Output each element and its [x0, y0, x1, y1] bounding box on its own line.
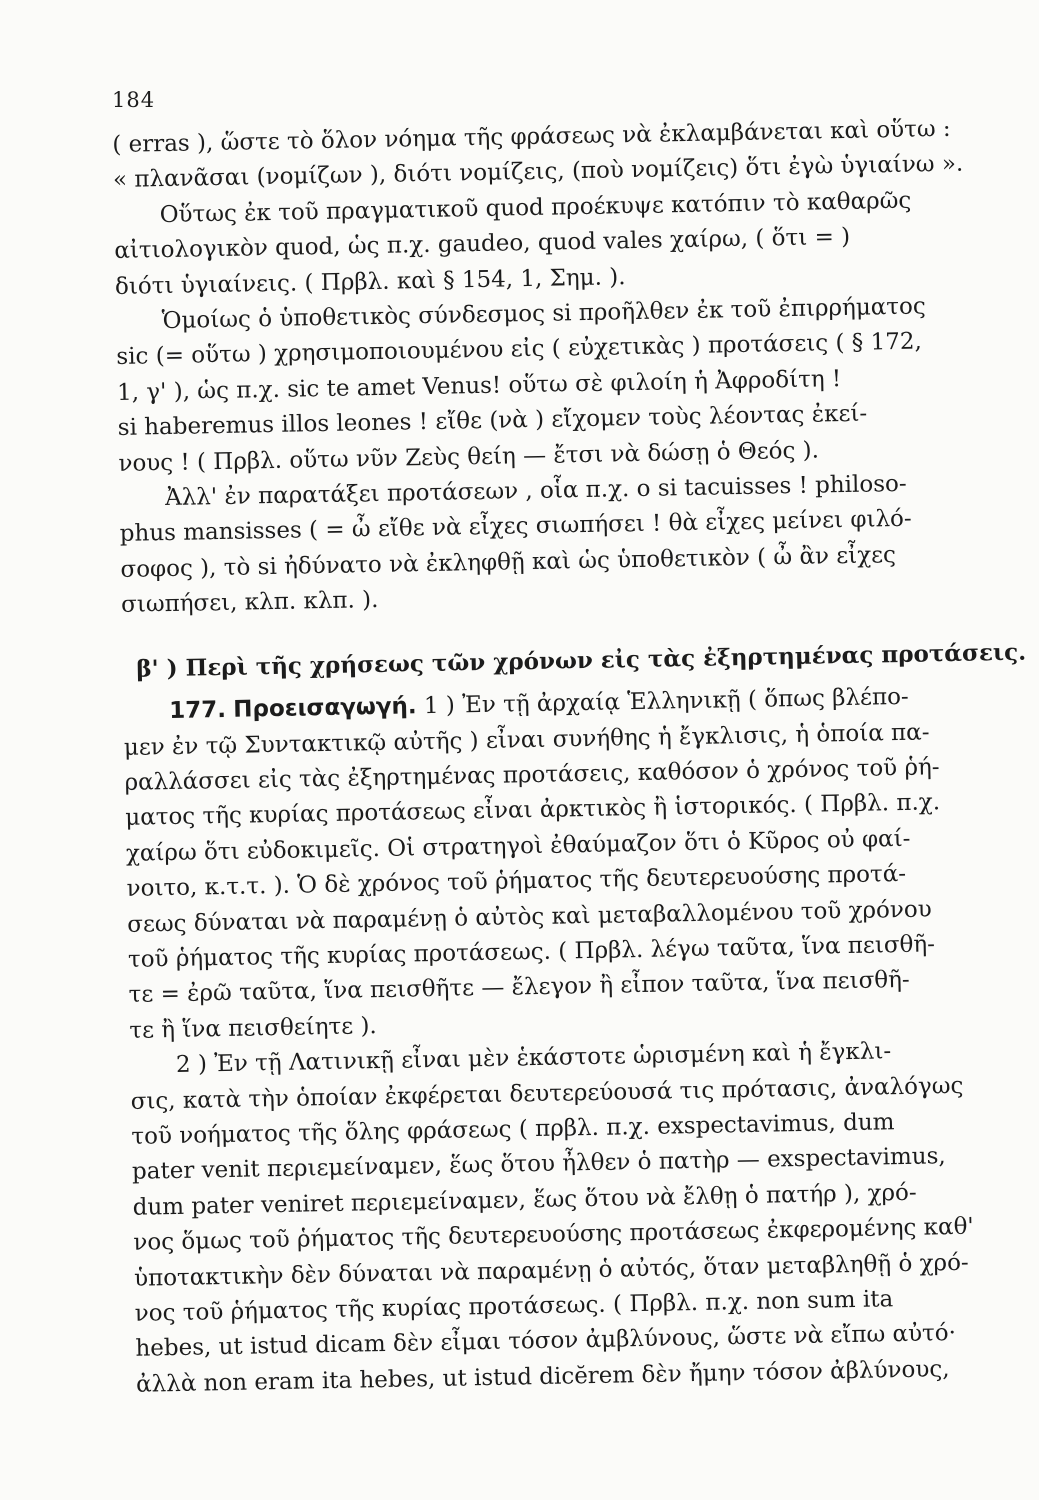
section-first-line-text: 1 ) Ἐν τῇ ἀρχαίᾳ Ἑλληνικῇ ( ὅπως βλέπο- — [423, 683, 909, 720]
text-line: νοιτο, κ.τ.τ. ). Ὁ δὲ χρόνος τοῦ ῥήματος τῆς δευτερευούσης προτά- — [126, 861, 907, 902]
text-line: τε ἢ ἵνα πεισθείητε ). — [129, 1012, 377, 1044]
subsection-heading: β' ) Περὶ τῆς χρήσεως τῶν χρόνων εἰς τὰς ἐξηρτημένας προτάσεις. — [136, 638, 1027, 683]
text-line: ἀλλὰ non eram ita hebes, ut istud dicĕrem δὲν ἤμην τόσον ἀβλύνους, — [135, 1355, 950, 1398]
text-line: τοῦ νοήματος τῆς ὅλης φράσεως ( πρβλ. π.χ. exspectavimus, dum — [131, 1109, 895, 1150]
text-line: σοφος ), τὸ si ἠδύνατο νὰ ἐκληφθῇ καὶ ὡς ὑποθετικὸν ( ὦ ἂν εἶχες — [120, 541, 897, 583]
text-line: ὑποτακτικὴν δὲν δύναται νὰ παραμένῃ ὁ αὐτός, ὅταν μεταβληθῇ ὁ χρό- — [133, 1249, 969, 1292]
text-line: dum pater veniret περιεμείναμεν, ἕως ὅτου νὰ ἔλθῃ ὁ πατήρ ), χρό- — [132, 1179, 917, 1221]
text-line: νους ! ( Πρβλ. οὕτω νῦν Ζεὺς θείη — ἔτσι νὰ δώσῃ ὁ Θεός ). — [118, 437, 820, 477]
page-number: 184 — [112, 88, 156, 112]
text-line: ματος τῆς κυρίας προτάσεως εἶναι ἀρκτικὸς ἢ ἱστορικός. ( Πρβλ. π.χ. — [125, 789, 941, 832]
text-line: hebes, ut istud dicam δὲν εἶμαι τόσον ἀμβλύνους, ὥστε νὰ εἴπω αὐτό· — [135, 1320, 957, 1363]
text-line: Οὕτως ἐκ τοῦ πραγματικοῦ quod προέκυψε κατόπιν τὸ καθαρῶς — [159, 187, 912, 228]
section-number: 177. — [168, 697, 227, 725]
text-line: sic (= οὕτω ) χρησιμοποιουμένου εἰς ( εὐχετικὰς ) προτάσεις ( § 172, — [116, 328, 923, 371]
text-line: νος τοῦ ῥήματος τῆς κυρίας προτάσεως. ( Πρβλ. π.χ. non sum ita — [134, 1286, 894, 1327]
text-line: αἰτιολογικὸν quod, ὡς π.χ. gaudeo, quod vales χαίρω, ( ὅτι = ) — [114, 224, 851, 265]
text-line: σιωπήσει, κλπ. κλπ. ). — [120, 587, 379, 619]
text-line: Ἀλλ' ἐν παρατάξει προτάσεων , οἷα π.χ. o si tacuisses ! philoso- — [164, 470, 907, 512]
text-line: Ὁμοίως ὁ ὑποθετικὸς σύνδεσμος si προῆλθεν ἐκ τοῦ ἐπιρρήματος — [161, 293, 926, 335]
text-line: ραλλάσσει εἰς τὰς ἐξηρτημένας προτάσεις, καθόσον ὁ χρόνος τοῦ ῥή- — [124, 754, 940, 796]
text-line: νος ὅμως τοῦ ῥήματος τῆς δευτερευούσης προτάσεως ἐκφερομένης καθ' — [133, 1213, 974, 1256]
text-line: « πλανᾶσαι (νομίζων ), διότι νομίζεις, (ποὺ νομίζεις) ὅτι ἐγὼ ὑγιαίνω ». — [112, 151, 964, 194]
text-line: διότι ὑγιαίνεις. ( Πρβλ. καὶ § 154, 1, Σημ. ). — [114, 263, 626, 300]
text-line: σεως δύναται νὰ παραμένῃ ὁ αὐτὸς καὶ μεταβαλλομένου τοῦ χρόνου — [127, 895, 932, 938]
text-line: phus mansisses ( = ὦ εἴθε νὰ εἶχες σιωπήσει ! θὰ εἶχες μείνει φιλό- — [119, 506, 912, 548]
text-line: σις, κατὰ τὴν ὁποίαν ἐκφέρεται δευτερεύουσά τις πρότασις, ἀναλόγως — [130, 1072, 964, 1115]
page-body — [112, 111, 1027, 1403]
text-line: si haberemus illos leones ! εἴθε (νὰ ) εἴχομεν τοὺς λέοντας ἐκεί- — [117, 400, 868, 442]
text-line: τε = ἐρῶ ταῦτα, ἵνα πεισθῆτε — ἔλεγον ἢ εἶπον ταῦτα, ἵνα πεισθῆ- — [128, 967, 910, 1009]
text-line: 2 ) Ἐν τῇ Λατινικῇ εἶναι μὲν ἑκάστοτε ὡρισμένη καὶ ἡ ἔγκλι- — [175, 1038, 892, 1079]
text-line: χαίρω ὅτι εὐδοκιμεῖς. Οἱ στρατηγοὶ ἐθαύμαζον ὅτι ὁ Κῦρος οὐ φαί- — [125, 825, 911, 867]
text-line: τοῦ ῥήματος τῆς κυρίας προτάσεως. ( Πρβλ. λέγω ταῦτα, ἵνα πεισθῆ- — [127, 931, 936, 973]
section-title: Προεισαγωγή. — [233, 693, 417, 723]
text-line: 1, γ' ), ὡς π.χ. sic te amet Venus! οὕτω σὲ φιλοίη ἡ Ἀφροδίτη ! — [116, 365, 842, 406]
text-line: pater venit περιεμείναμεν, ἕως ὅτου ἦλθεν ὁ πατὴρ — exspectavimus, — [131, 1143, 946, 1186]
text-line: ( erras ), ὥστε τὸ ὅλον νόημα τῆς φράσεως νὰ ἐκλαμβάνεται καὶ οὕτω : — [112, 115, 951, 158]
text-line: μεν ἐν τῷ Συντακτικῷ αὐτῆς ) εἶναι συνήθης ἡ ἔγκλισις, ἡ ὁποία πα- — [123, 718, 930, 761]
